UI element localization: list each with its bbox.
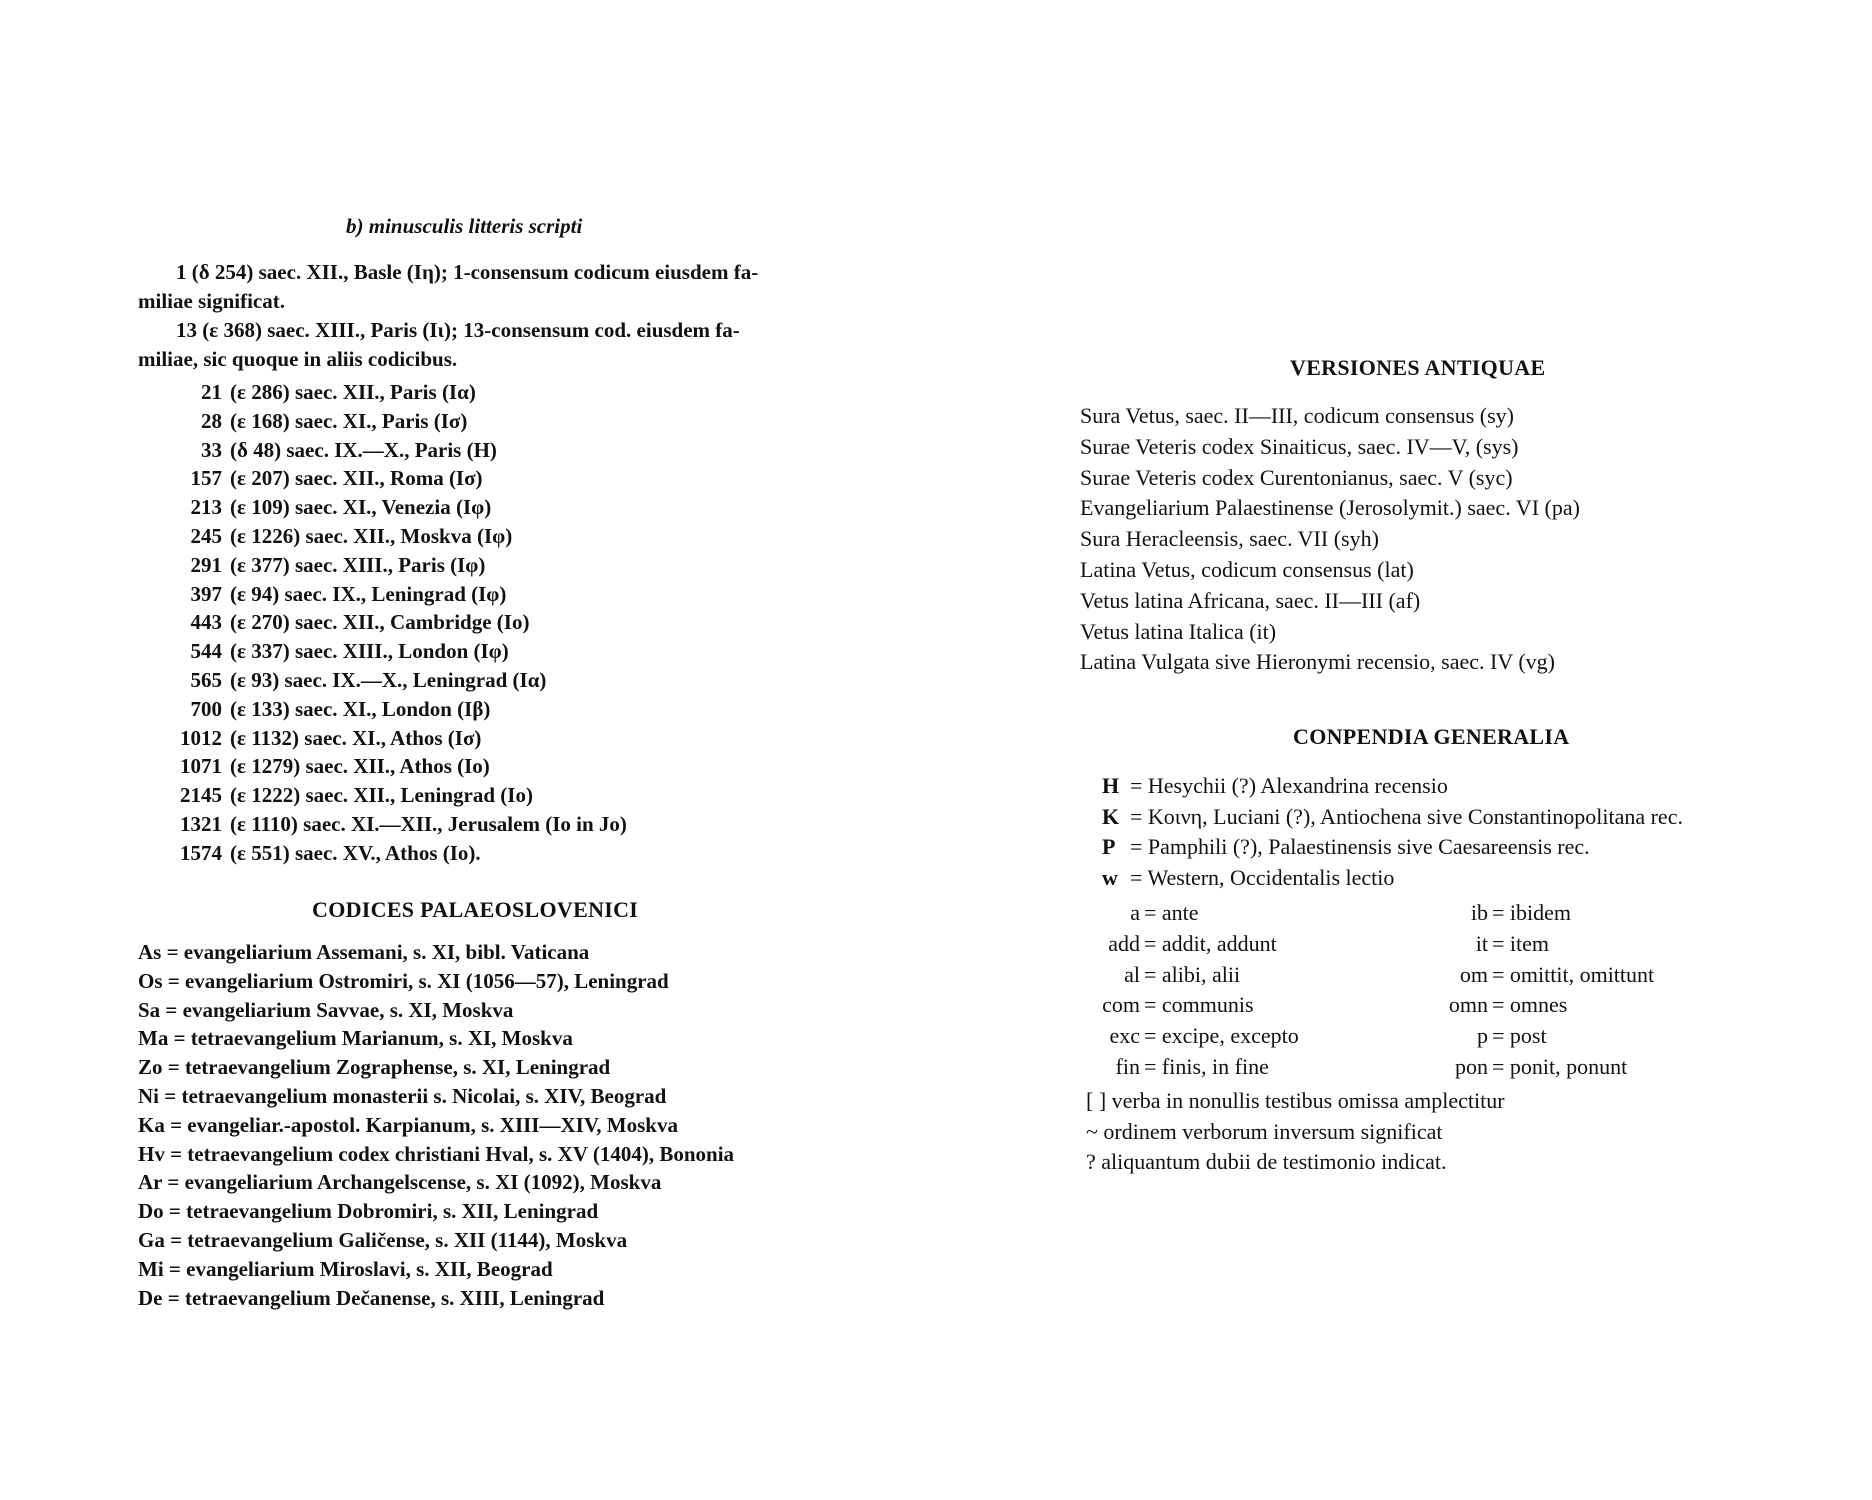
abbreviation-entry (1400, 992, 1567, 1023)
versio-entry: Latina Vulgata sive Hieronymi recensio, saec. IV (vg) (1080, 649, 1555, 675)
compendia-title: CONPENDIA GENERALIA (1293, 724, 1570, 749)
intro-1-line2: miliae significat. (138, 289, 285, 313)
abbreviation: exc (1109, 1023, 1140, 1049)
minuscule-description: (ε 270) saec. XII., Cambridge (Iο) (230, 610, 530, 635)
abbreviation-entry (1400, 931, 1549, 962)
minuscule-entry (138, 697, 618, 726)
abbreviation: om (1459, 961, 1488, 987)
minuscule-number: 565 (190, 668, 222, 692)
minuscule-entry (138, 668, 618, 697)
abbreviation-definition: = omittit, omittunt (1492, 961, 1655, 987)
minuscule-description: (ε 286) saec. XII., Paris (Iα) (230, 380, 476, 404)
abbreviation: pon (1455, 1054, 1488, 1079)
abbreviation: p (1477, 1023, 1488, 1049)
minuscule-number: 544 (190, 639, 222, 664)
minuscule-description: (ε 1279) saec. XII., Athos (Iο) (230, 754, 490, 779)
abbreviation-entry (1080, 1054, 1280, 1085)
minuscule-description: (ε 1226) saec. XII., Moskva (Iφ) (230, 524, 513, 548)
abbreviation-entry (1400, 1054, 1627, 1085)
minuscule-entry (138, 582, 618, 611)
abbreviation-definition: = communis (1144, 992, 1254, 1018)
recension-symbol: K (1102, 803, 1120, 829)
recension-entry (1102, 834, 1590, 865)
abbreviation-definition: = omnes (1492, 992, 1568, 1018)
minuscule-number: 33 (201, 437, 222, 462)
minuscule-entry (138, 466, 618, 495)
intro-1-line1: 1 (δ 254) saec. XII., Basle (Iη); 1-consensum codicum eiusdem fa- (176, 260, 759, 284)
minuscule-entry (138, 639, 618, 668)
versio-entry: Sura Heracleensis, saec. VII (syh) (1080, 526, 1379, 552)
minuscule-description: (ε 109) saec. XI., Venezia (Iφ) (230, 495, 492, 520)
minuscule-entry (138, 812, 627, 841)
abbreviation-entry (1400, 1023, 1547, 1054)
minuscule-description: (ε 168) saec. XI., Paris (Iσ) (230, 408, 468, 433)
recension-symbol: w (1102, 864, 1118, 890)
minuscule-number: 28 (201, 408, 222, 433)
minuscule-entry (138, 783, 618, 812)
abbreviation: omn (1448, 992, 1488, 1018)
symbol-note: ~ ordinem verborum inversum significat (1086, 1118, 1443, 1144)
intro-2-line1: 13 (ε 368) saec. XIII., Paris (Iι); 13-consensum cod. eiusdem fa- (176, 318, 740, 342)
intro-2-line2: miliae, sic quoque in aliis codicibus. (138, 347, 458, 371)
minuscule-entry (138, 726, 618, 755)
palaeoslov-entry: Hv = tetraevangelium codex christiani Hval, s. XV (1404), Bononia (138, 1141, 735, 1166)
abbreviation-entry (1080, 962, 1280, 993)
minuscule-description: (ε 1110) saec. XI.—XII., Jerusalem (Iο in Jo) (230, 812, 627, 836)
minuscule-number: 291 (190, 552, 222, 577)
versio-entry: Sura Vetus, saec. II—III, codicum consensus (sy) (1080, 403, 1514, 428)
palaeoslov-entry: Ni = tetraevangelium monasterii s. Nicolai, s. XIV, Beograd (138, 1084, 667, 1108)
minuscule-description: (ε 1132) saec. XI., Athos (Iσ) (230, 725, 482, 750)
minuscule-number: 397 (190, 581, 222, 606)
minuscule-number: 245 (190, 524, 222, 548)
abbreviation: add (1108, 930, 1140, 956)
recension-entry (1102, 804, 1683, 835)
abbreviation-definition: = ante (1144, 900, 1199, 925)
minuscule-description: (ε 337) saec. XIII., London (Iφ) (230, 639, 509, 664)
minuscule-entry (138, 438, 618, 467)
abbreviation-entry (1080, 900, 1280, 931)
symbol-note: ? aliquantum dubii de testimonio indicat. (1086, 1149, 1447, 1174)
recension-text: = Western, Occidentalis lectio (1130, 864, 1395, 890)
minuscule-number: 1574 (180, 840, 222, 865)
palaeoslov-entry: As = evangeliarium Assemani, s. XI, bibl. Vaticana (138, 940, 590, 964)
minuscule-number: 700 (190, 696, 222, 721)
recension-text: = Hesychii (?) Alexandrina recensio (1130, 773, 1448, 798)
minuscule-entry (138, 754, 618, 783)
palaeoslov-entry: Ar = evangeliarium Archangelscense, s. XI (1092), Moskva (138, 1170, 662, 1195)
minuscule-entry (138, 553, 618, 582)
minuscule-description: (ε 551) saec. XV., Athos (Iο). (230, 840, 481, 865)
palaeoslov-entry: Do = tetraevangelium Dobromiri, s. XII, Leningrad (138, 1199, 599, 1224)
minuscule-number: 2145 (180, 783, 222, 808)
minuscule-entry (138, 409, 618, 438)
palaeoslov-entry: Ka = evangeliar.-apostol. Karpianum, s. XIII—XIV, Moskva (138, 1112, 678, 1137)
symbol-note: [ ] verba in nonullis testibus omissa amplectitur (1086, 1088, 1505, 1113)
abbreviation: it (1475, 930, 1488, 956)
minuscule-entry (138, 524, 618, 553)
versio-entry: Evangeliarium Palaestinense (Jerosolymit.) saec. VI (pa) (1080, 495, 1580, 521)
minuscule-number: 1012 (180, 725, 222, 750)
minuscule-description: (ε 1222) saec. XII., Leningrad (Iο) (230, 783, 533, 808)
minuscule-description: (ε 207) saec. XII., Roma (Iσ) (230, 466, 483, 491)
minuscule-number: 1071 (180, 754, 222, 779)
palaeoslov-entry: Ga = tetraevangelium Galičense, s. XII (1144), Moskva (138, 1228, 628, 1252)
minuscule-number: 443 (190, 610, 222, 635)
abbreviation-definition: = alibi, alii (1144, 961, 1241, 987)
recension-entry (1102, 865, 1394, 896)
minuscule-entry (138, 380, 618, 409)
versio-entry: Vetus latina Italica (it) (1080, 618, 1277, 644)
recension-symbol: P (1102, 834, 1116, 859)
abbreviation-definition: = addit, addunt (1144, 930, 1277, 956)
palaeoslov-entry: Sa = evangeliarium Savvae, s. XI, Moskva (138, 997, 514, 1022)
minuscule-number: 157 (190, 466, 222, 491)
recension-entry (1102, 773, 1448, 804)
abbreviation-entry (1080, 1023, 1299, 1054)
abbreviation: ib (1470, 900, 1488, 925)
minuscule-entry (138, 610, 618, 639)
versio-entry: Surae Veteris codex Sinaiticus, saec. IV—V, (sys) (1080, 433, 1519, 459)
minuscule-entry (138, 841, 618, 870)
minuscule-description: (δ 48) saec. IX.—X., Paris (H) (230, 437, 497, 462)
palaeoslov-entry: Zo = tetraevangelium Zographense, s. XI, Leningrad (138, 1055, 611, 1080)
minuscule-description: (ε 94) saec. IX., Leningrad (Iφ) (230, 581, 507, 606)
abbreviation-entry (1400, 962, 1654, 993)
abbreviation-definition: = excipe, excepto (1144, 1023, 1299, 1049)
abbreviation: a (1130, 900, 1140, 925)
abbreviation-entry (1400, 900, 1571, 931)
palaeoslov-entry: De = tetraevangelium Dečanense, s. XIII, Leningrad (138, 1285, 605, 1310)
recension-text: = Κοινη, Luciani (?), Antiochena sive Constantinopolitana rec. (1130, 803, 1683, 829)
intro-paragraph-1 (138, 258, 808, 316)
minuscule-number: 21 (201, 380, 222, 404)
palaeoslov-entry: Mi = evangeliarium Miroslavi, s. XII, Beograd (138, 1256, 553, 1281)
versiones-title: VERSIONES ANTIQUAE (1290, 355, 1546, 380)
abbreviation-definition: = ibidem (1492, 900, 1572, 925)
versio-entry: Vetus latina Africana, saec. II—III (af) (1080, 587, 1421, 613)
abbreviation-definition: = ponit, ponunt (1492, 1054, 1628, 1079)
palaeoslov-entry: Os = evangeliarium Ostromiri, s. XI (1056—57), Leningrad (138, 968, 669, 993)
minuscule-subheading: b) minusculis litteris scripti (346, 214, 583, 238)
minuscule-number: 213 (190, 495, 222, 520)
abbreviation: al (1124, 961, 1140, 987)
minuscule-number: 1321 (180, 812, 222, 836)
abbreviation-entry (1080, 931, 1280, 962)
abbreviation-definition: = finis, in fine (1144, 1054, 1269, 1079)
abbreviation-entry (1080, 992, 1280, 1023)
versio-entry: Latina Vetus, codicum consensus (lat) (1080, 557, 1414, 582)
versio-entry: Surae Veteris codex Curentonianus, saec. V (syc) (1080, 464, 1513, 490)
recension-text: = Pamphili (?), Palaestinensis sive Caesareensis rec. (1130, 834, 1590, 859)
minuscule-description: (ε 93) saec. IX.—X., Leningrad (Iα) (230, 668, 547, 692)
minuscule-description: (ε 377) saec. XIII., Paris (Iφ) (230, 552, 486, 577)
abbreviation: com (1102, 992, 1140, 1018)
minuscule-description: (ε 133) saec. XI., London (Iβ) (230, 696, 491, 721)
abbreviation-definition: = post (1492, 1023, 1547, 1049)
recension-symbol: H (1102, 773, 1120, 798)
abbreviation-definition: = item (1492, 930, 1550, 956)
abbreviation: fin (1115, 1054, 1140, 1079)
intro-paragraph-2 (138, 316, 808, 374)
minuscule-entry (138, 495, 618, 524)
palaeoslov-entry: Ma = tetraevangelium Marianum, s. XI, Moskva (138, 1026, 573, 1051)
palaeoslov-title: CODICES PALAEOSLOVENICI (312, 897, 639, 922)
